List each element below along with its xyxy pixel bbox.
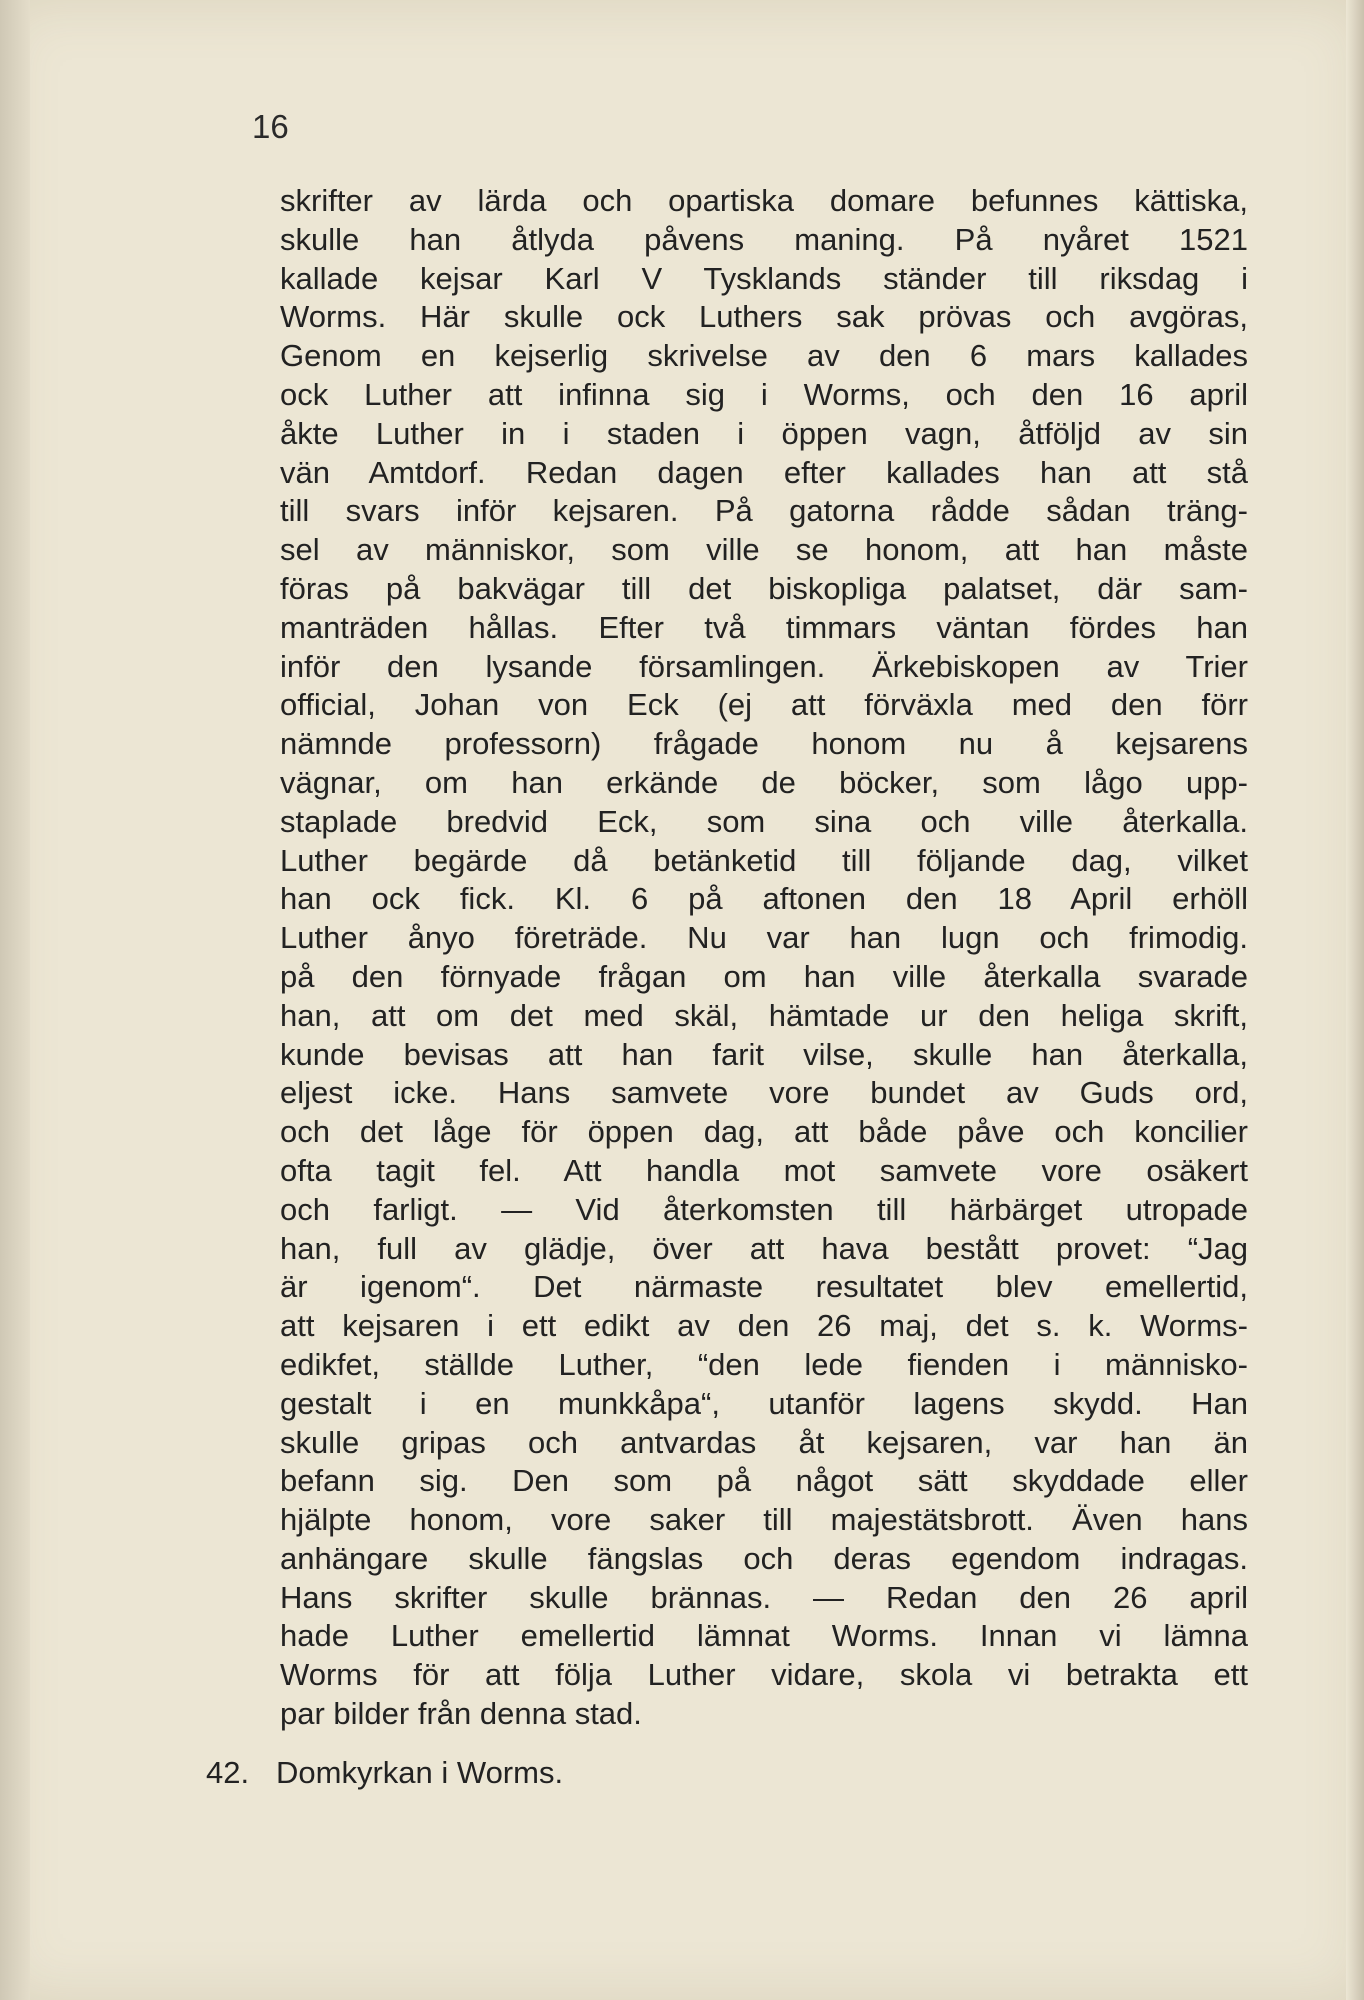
text-line: ofta tagit fel. Att handla mot samvete vore osäkert: [280, 1152, 1248, 1188]
text-line: åkte Luther in i staden i öppen vagn, åtföljd av sin: [280, 415, 1248, 451]
figure-caption: [206, 1755, 1006, 1791]
text-line: gestalt i en munkkåpa“, utanför lagens skydd. Han: [280, 1385, 1248, 1421]
page-left-edge: [0, 0, 30, 2000]
text-line: skulle gripas och antvardas åt kejsaren, var han än: [280, 1424, 1248, 1460]
text-line: och farligt. — Vid återkomsten till härbärget utropade: [280, 1191, 1248, 1227]
text-line: vägnar, om han erkände de böcker, som lågo upp-: [280, 764, 1248, 800]
text-line: att kejsaren i ett edikt av den 26 maj, det s. k. Worms-: [280, 1308, 1248, 1344]
caption-number: 42.: [206, 1755, 250, 1790]
text-line: Luther begärde då betänketid till följande dag, vilket: [280, 842, 1248, 878]
text-line: är igenom“. Det närmaste resultatet blev emellertid,: [280, 1269, 1248, 1305]
text-line: inför den lysande församlingen. Ärkebiskopen av Trier: [280, 648, 1248, 684]
text-line: official, Johan von Eck (ej att förväxla med den förr: [280, 687, 1248, 723]
text-line: edikfet, ställde Luther, “den lede fienden i människo-: [280, 1346, 1248, 1382]
text-line: skulle han åtlyda påvens maning. På nyåret 1521: [280, 221, 1248, 257]
text-line: nämnde professorn) frågade honom nu å kejsarens: [280, 726, 1248, 762]
page-right-edge: [1346, 0, 1364, 2000]
text-line: på den förnyade frågan om han ville återkalla svarade: [280, 958, 1248, 994]
text-line: till svars inför kejsaren. På gatorna rådde sådan träng-: [280, 493, 1248, 529]
caption-text: Domkyrkan i Worms.: [276, 1755, 564, 1790]
text-line: manträden hållas. Efter två timmars väntan fördes han: [280, 609, 1248, 645]
text-line: Genom en kejserlig skrivelse av den 6 mars kallades: [280, 338, 1248, 374]
text-line: staplade bredvid Eck, som sina och ville återkalla.: [280, 803, 1248, 839]
text-line: Luther ånyo företräde. Nu var han lugn och frimodig.: [280, 920, 1248, 956]
text-line: par bilder från denna stad.: [280, 1696, 642, 1732]
text-line: han ock fick. Kl. 6 på aftonen den 18 April erhöll: [280, 881, 1248, 917]
text-line: han, att om det med skäl, hämtade ur den heliga skrift,: [280, 997, 1248, 1033]
text-line: och det låge för öppen dag, att både påve och koncilier: [280, 1114, 1248, 1150]
text-line: befann sig. Den som på något sätt skyddade eller: [280, 1463, 1248, 1499]
page-number: 16: [252, 108, 289, 145]
text-line: skrifter av lärda och opartiska domare befunnes kättiska,: [280, 183, 1248, 218]
body-text: [280, 182, 1248, 1734]
text-line: Hans skrifter skulle brännas. — Redan den 26 april: [280, 1579, 1248, 1615]
text-line: kallade kejsar Karl V Tysklands ständer till riksdag i: [280, 260, 1248, 296]
text-line: ock Luther att infinna sig i Worms, och den 16 april: [280, 376, 1248, 412]
text-line: Worms för att följa Luther vidare, skola vi betrakta ett: [280, 1657, 1248, 1693]
text-line: sel av människor, som ville se honom, att han måste: [280, 532, 1248, 568]
text-line: Worms. Här skulle ock Luthers sak prövas och avgöras,: [280, 299, 1248, 335]
text-line: kunde bevisas att han farit vilse, skulle han återkalla,: [280, 1036, 1248, 1072]
text-line: hade Luther emellertid lämnat Worms. Innan vi lämna: [280, 1618, 1248, 1654]
text-line: hjälpte honom, vore saker till majestätsbrott. Även hans: [280, 1502, 1248, 1538]
text-line: eljest icke. Hans samvete vore bundet av Guds ord,: [280, 1075, 1248, 1111]
text-line: han, full av glädje, över att hava bestått provet: “Jag: [280, 1230, 1248, 1266]
text-line: vän Amtdorf. Redan dagen efter kallades han att stå: [280, 454, 1248, 490]
text-line: anhängare skulle fängslas och deras egendom indragas.: [280, 1540, 1248, 1576]
text-line: föras på bakvägar till det biskopliga palatset, där sam-: [280, 570, 1248, 606]
